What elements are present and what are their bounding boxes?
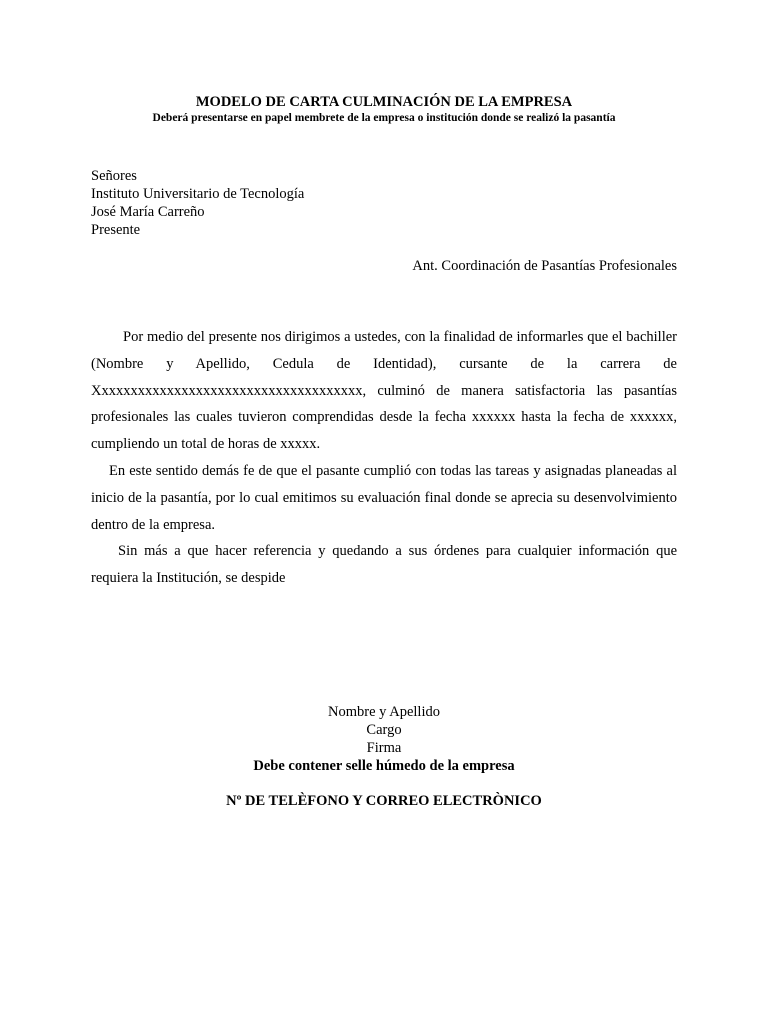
signature-position: Cargo bbox=[366, 722, 402, 738]
letter-body bbox=[91, 324, 677, 592]
document-title: MODELO DE CARTA CULMINACIÓN DE LA EMPRESA bbox=[195, 94, 573, 110]
signature-block bbox=[0, 703, 768, 775]
signature-name: Nombre y Apellido bbox=[328, 704, 440, 720]
recipient-line-4: Presente bbox=[91, 222, 141, 238]
body-paragraph-1: Por medio del presente nos dirigimos a ustedes, con la finalidad de informarles que el bachiller (Nombre y Apellido, Cedula de Identidad), cursante de la carrera de Xxxxxxxxxxxxxxxxxxxxxxxxxxxxxxxxxxxxx, culminó de manera satisfactoria las pasantías profesionales las cuales tuvieron comprendidas desde la fecha xxxxxx hasta la fecha de xxxxxx, cumpliendo un total de horas de xxxxx. bbox=[91, 329, 677, 453]
seal-note: Debe contener selle húmedo de la empresa bbox=[253, 758, 515, 774]
document-subtitle: Deberá presentarse en papel membrete de la empresa o institución donde se realizó la pasantía bbox=[152, 112, 616, 124]
reference-line: Ant. Coordinación de Pasantías Profesionales bbox=[412, 258, 677, 274]
signature-label: Firma bbox=[366, 740, 402, 756]
contact-line: Nº DE TELÈFONO Y CORREO ELECTRÒNICO bbox=[226, 793, 542, 809]
recipient-line-3: José María Carreño bbox=[91, 204, 205, 220]
recipient-line-1: Señores bbox=[91, 168, 137, 184]
recipient-block bbox=[91, 167, 304, 239]
recipient-line-2: Instituto Universitario de Tecnología bbox=[91, 186, 305, 202]
body-paragraph-3: Sin más a que hacer referencia y quedando a sus órdenes para cualquier información que requiera la Institución, se despide bbox=[91, 543, 677, 587]
body-paragraph-2: En este sentido demás fe de que el pasante cumplió con todas las tareas y asignadas planeadas al inicio de la pasantía, por lo cual emitimos su evaluación final donde se aprecia su desenvolvimiento dentro de la empresa. bbox=[91, 462, 677, 533]
